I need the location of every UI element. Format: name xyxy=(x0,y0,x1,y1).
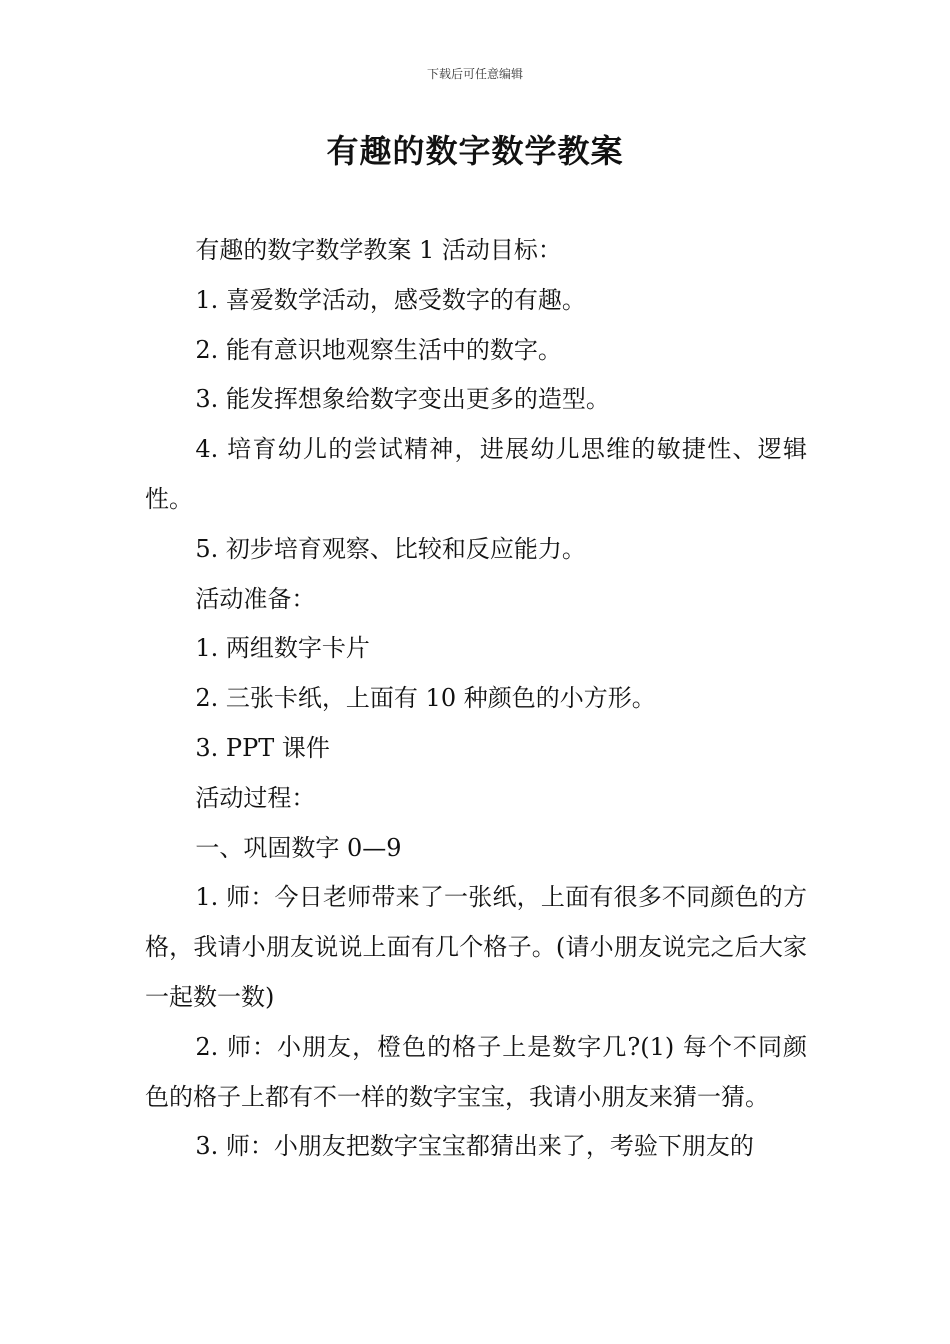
section-heading-process: 活动过程： xyxy=(195,783,316,812)
paragraph-goal-2: 2. 能有意识地观察生活中的数字。 xyxy=(195,335,562,364)
document-title: 有趣的数字数学教案 xyxy=(326,132,624,170)
paragraph-goal-5: 5. 初步培育观察、比较和反应能力。 xyxy=(195,534,586,563)
section-heading-preparation: 活动准备： xyxy=(195,584,316,613)
paragraph-prep-3: 3. PPT 课件 xyxy=(195,733,330,762)
paragraph-goal-3: 3. 能发挥想象给数字变出更多的造型。 xyxy=(195,385,610,414)
paragraph-prep-2: 2. 三张卡纸，上面有 10 种颜色的小方形。 xyxy=(195,684,656,713)
paragraph-prep-1: 1. 两组数字卡片 xyxy=(195,634,370,663)
paragraph-goal-4: 4. 培育幼儿的尝试精神，进展幼儿思维的敏捷性、逻辑性。 xyxy=(145,435,807,513)
subsection-heading-consolidate: 一、巩固数字 0—9 xyxy=(195,833,402,862)
paragraph-step-2: 2. 师：小朋友，橙色的格子上是数字几?(1) 每个不同颜色的格子上都有不一样的数字宝宝，我请小朋友来猜一猜。 xyxy=(145,1032,807,1111)
paragraph-intro: 有趣的数字数学教案 1 活动目标： xyxy=(195,236,562,264)
paragraph-step-1: 1. 师：今日老师带来了一张纸，上面有很多不同颜色的方格，我请小朋友说说上面有几个格子。(请小朋友说完之后大家一起数一数) xyxy=(145,883,807,1011)
paragraph-step-3: 3. 师：小朋友把数字宝宝都猜出来了，考验下朋友的 xyxy=(195,1132,754,1161)
paragraph-goal-1: 1. 喜爱数学活动，感受数字的有趣。 xyxy=(195,285,586,314)
document-body xyxy=(145,226,807,1172)
header-note: 下载后可任意编辑 xyxy=(426,67,523,81)
